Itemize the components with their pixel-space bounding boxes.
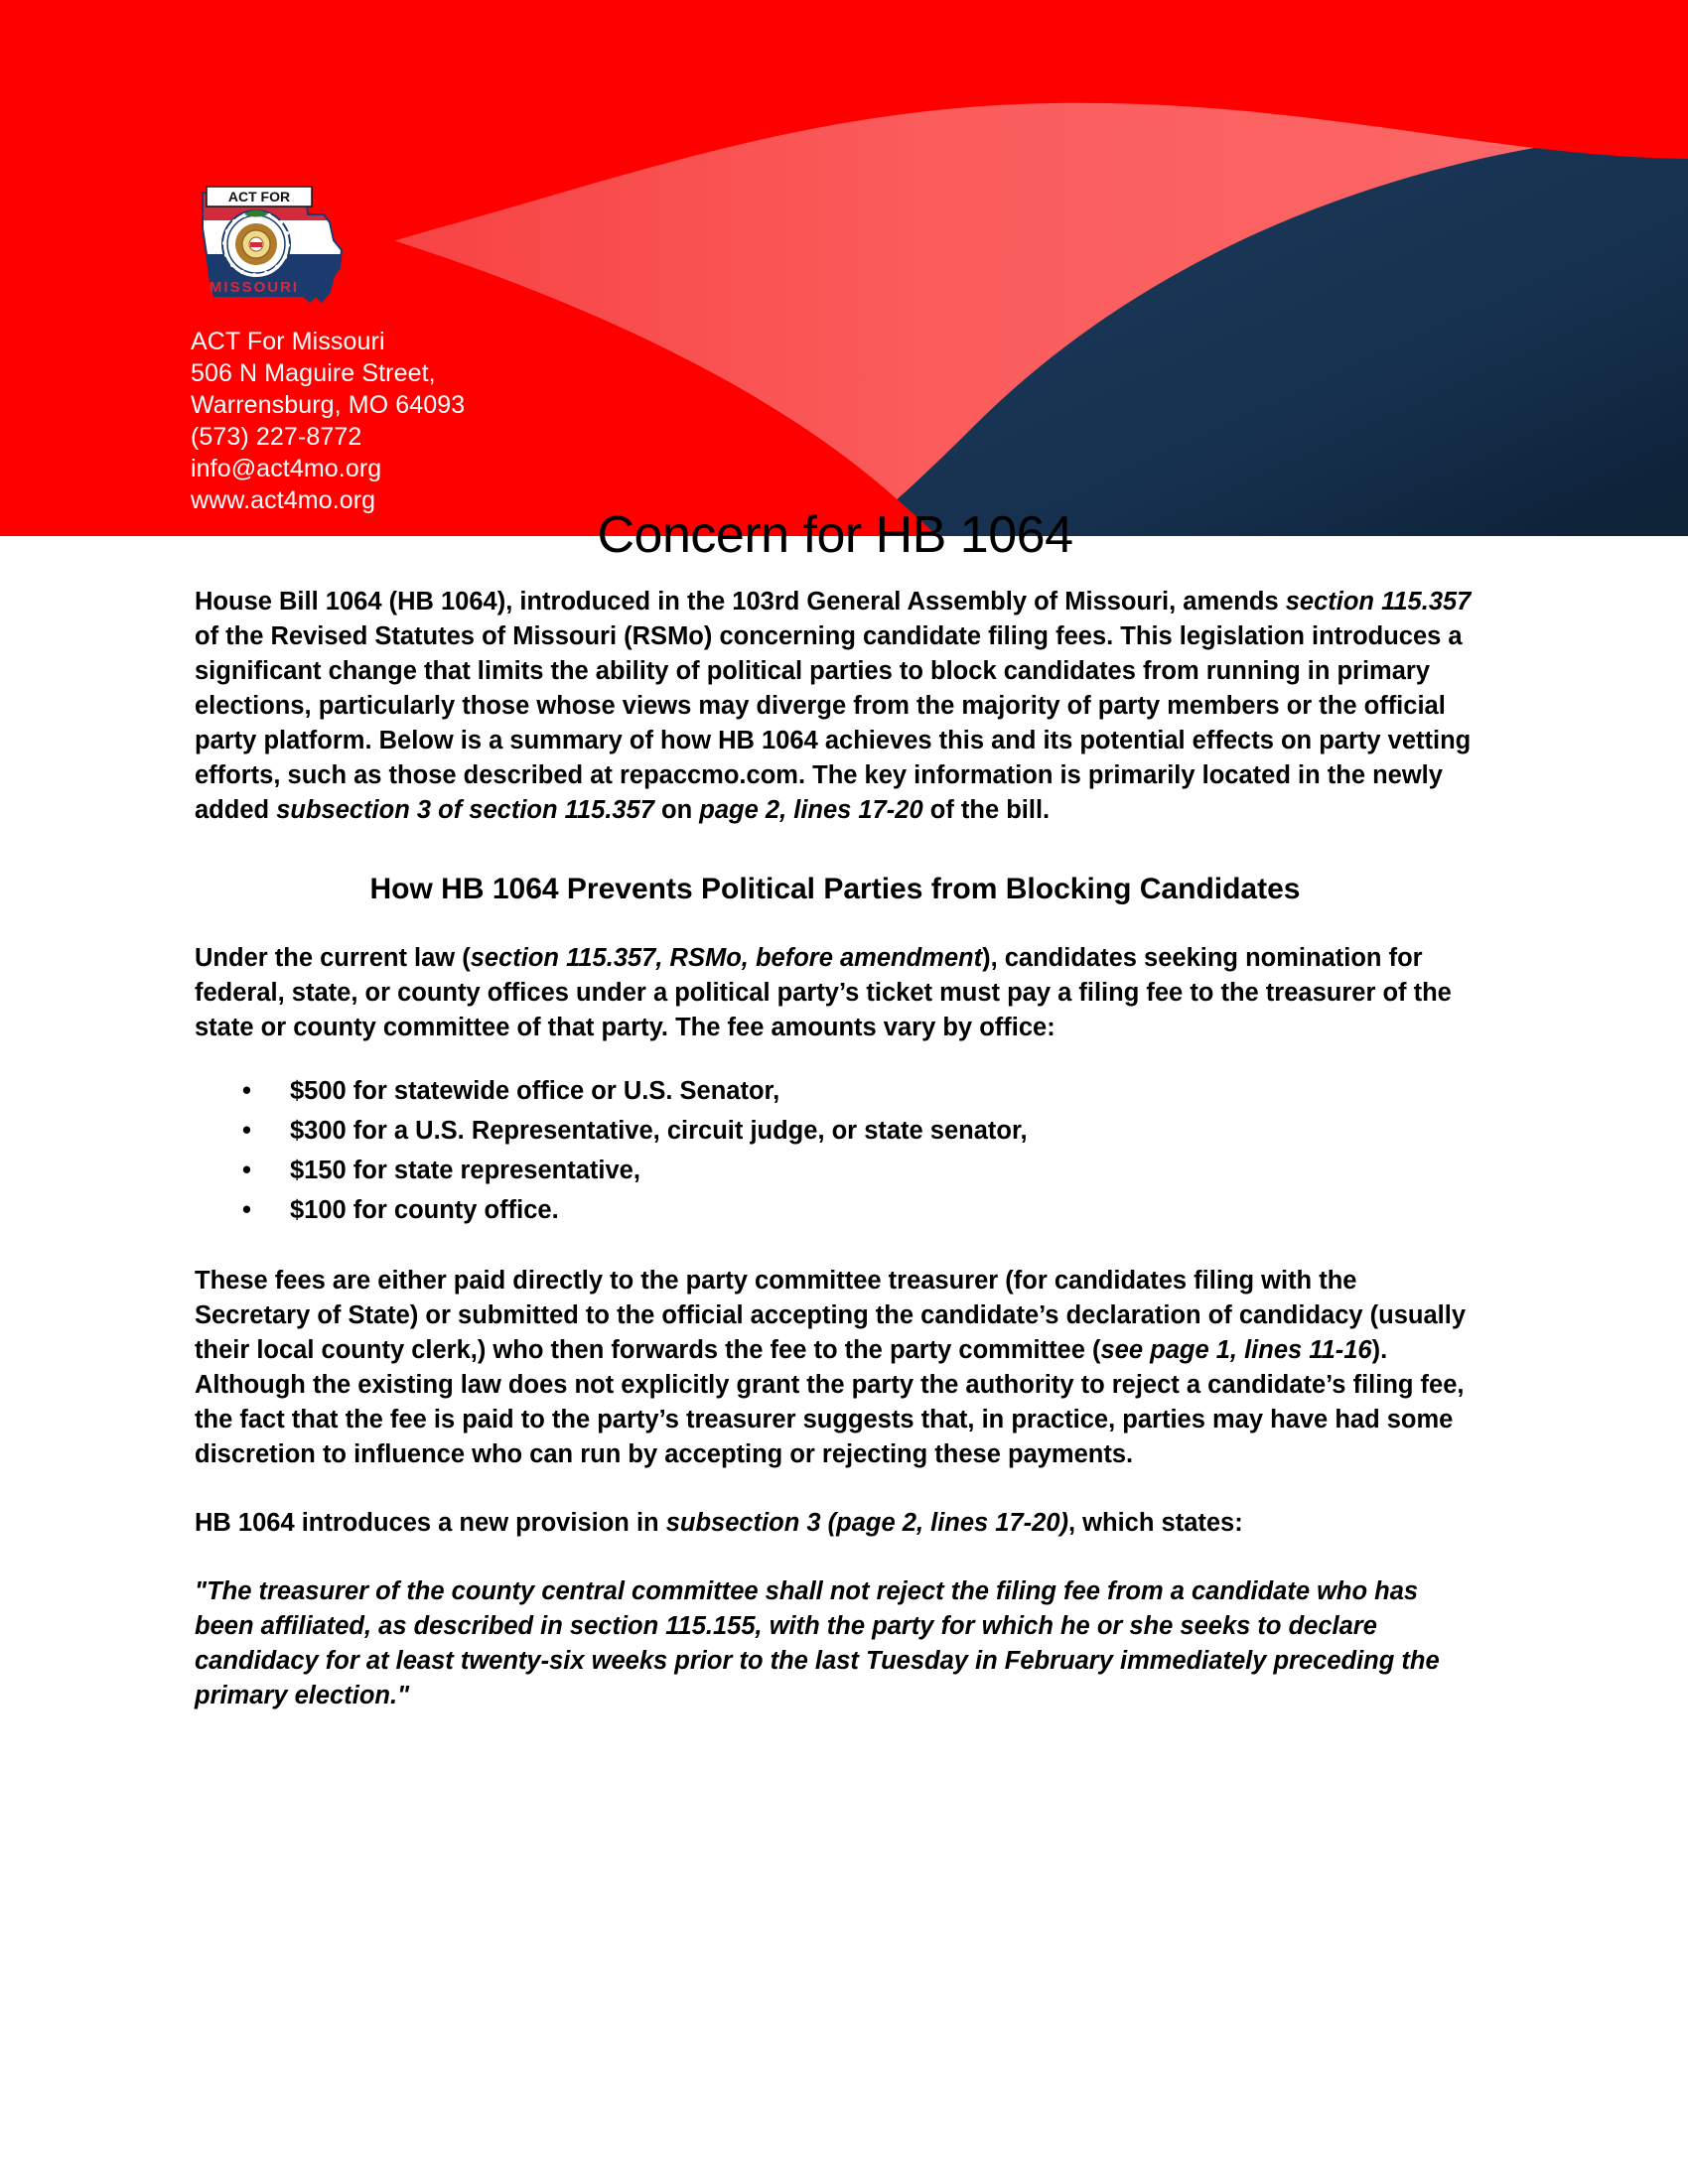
list-item bbox=[242, 1151, 1476, 1190]
new-provision-italic-citation: subsection 3 (page 2, lines 17-20) bbox=[665, 1508, 1069, 1537]
fee-list bbox=[195, 1071, 1476, 1230]
org-address-line1: 506 N Maguire Street, bbox=[191, 359, 436, 387]
logo-bottom-text: MISSOURI bbox=[209, 279, 300, 296]
bullet-icon: • bbox=[242, 1156, 251, 1184]
page-title: Concern for HB 1064 bbox=[597, 506, 1073, 564]
list-item bbox=[242, 1190, 1476, 1230]
org-address-line2: Warrensburg, MO 64093 bbox=[191, 391, 466, 419]
intro-italic-section: section 115.357 bbox=[1285, 587, 1472, 615]
list-item bbox=[242, 1071, 1476, 1111]
intro-text-part2: of the Revised Statutes of Missouri (RSMo) concerning candidate filing fees. This legislation introduces a significant change that limits the ability of political parties to block candidates from running in primary elections, particularly those whose views may diverge from the majority of party members or the official party platform. Below is a summary of how HB 1064 achieves this and its potential effects on party vetting efforts, such as those described at repaccmo.com. The key information is primarily located in the newly added bbox=[195, 621, 1472, 824]
statute-quote: "The treasurer of the county central committee shall not reject the filing fee from a candidate who has been affiliated, as described in section 115.155, with the party for which he or she seeks to declare candidacy for at least twenty-six weeks prior to the last Tuesday in February immediately preceding the primary election." bbox=[195, 1576, 1440, 1709]
fee-handling-part1: These fees are either paid directly to the party committee treasurer (for candidates filing with the Secretary of State) or submitted to the official accepting the candidate’s declaration of candidacy (usually their local county clerk,) who then forwards the fee to the party committee ( bbox=[195, 1266, 1467, 1364]
section-heading: How HB 1064 Prevents Political Parties from Blocking Candidates bbox=[369, 872, 1301, 905]
fee-handling-italic-citation: see page 1, lines 11-16 bbox=[1100, 1335, 1372, 1364]
fee-item-text: $100 for county office. bbox=[290, 1195, 559, 1224]
org-contact-block bbox=[191, 326, 465, 516]
intro-text-part3: on bbox=[653, 795, 700, 824]
bullet-icon: • bbox=[242, 1116, 251, 1145]
bullet-icon: • bbox=[242, 1195, 251, 1224]
org-website[interactable]: www.act4mo.org bbox=[191, 486, 376, 514]
org-email[interactable]: info@act4mo.org bbox=[191, 455, 382, 482]
new-provision-part1: HB 1064 introduces a new provision in bbox=[195, 1508, 666, 1537]
fee-handling-part2: ). Although the existing law does not explicitly grant the party the authority to reject a candidate’s filing fee, the fact that the fee is paid to the party’s treasurer suggests that, in practice, parties may have had some discretion to influence who can run by accepting or rejecting these payments. bbox=[195, 1335, 1465, 1468]
org-name: ACT For Missouri bbox=[191, 328, 385, 355]
paragraph-current-law bbox=[195, 941, 1476, 1045]
logo-graphic bbox=[185, 185, 363, 314]
list-item bbox=[242, 1111, 1476, 1151]
current-law-italic-citation: section 115.357, RSMo, before amendment bbox=[470, 943, 983, 972]
paragraph-intro bbox=[195, 585, 1476, 828]
current-law-part2: ), candidates seeking nomination for federal, state, or county offices under a political party’s ticket must pay a filing fee to the treasurer of the state or county committee of that party. The fee amounts vary by office: bbox=[195, 943, 1452, 1041]
paragraph-fee-handling bbox=[195, 1264, 1476, 1472]
intro-text-part4: of the bill. bbox=[922, 795, 1051, 824]
new-provision-part2: , which states: bbox=[1068, 1508, 1243, 1537]
intro-bolditalic-subsection: subsection 3 of section 115.357 bbox=[276, 795, 654, 824]
fee-item-text: $500 for statewide office or U.S. Senator, bbox=[290, 1076, 780, 1105]
intro-text-part1: House Bill 1064 (HB 1064), introduced in the 103rd General Assembly of Missouri, amends bbox=[195, 587, 1286, 615]
fee-item-text: $150 for state representative, bbox=[290, 1156, 640, 1184]
document-body bbox=[195, 508, 1476, 1713]
fee-item-text: $300 for a U.S. Representative, circuit judge, or state senator, bbox=[290, 1116, 1028, 1145]
act-for-missouri-logo bbox=[185, 185, 363, 314]
paragraph-new-provision bbox=[195, 1506, 1476, 1541]
current-law-part1: Under the current law ( bbox=[195, 943, 471, 972]
intro-bolditalic-page-lines: page 2, lines 17-20 bbox=[699, 795, 923, 824]
logo-top-text: ACT FOR bbox=[227, 189, 291, 205]
bullet-icon: • bbox=[242, 1076, 251, 1105]
org-phone: (573) 227-8772 bbox=[191, 423, 362, 451]
